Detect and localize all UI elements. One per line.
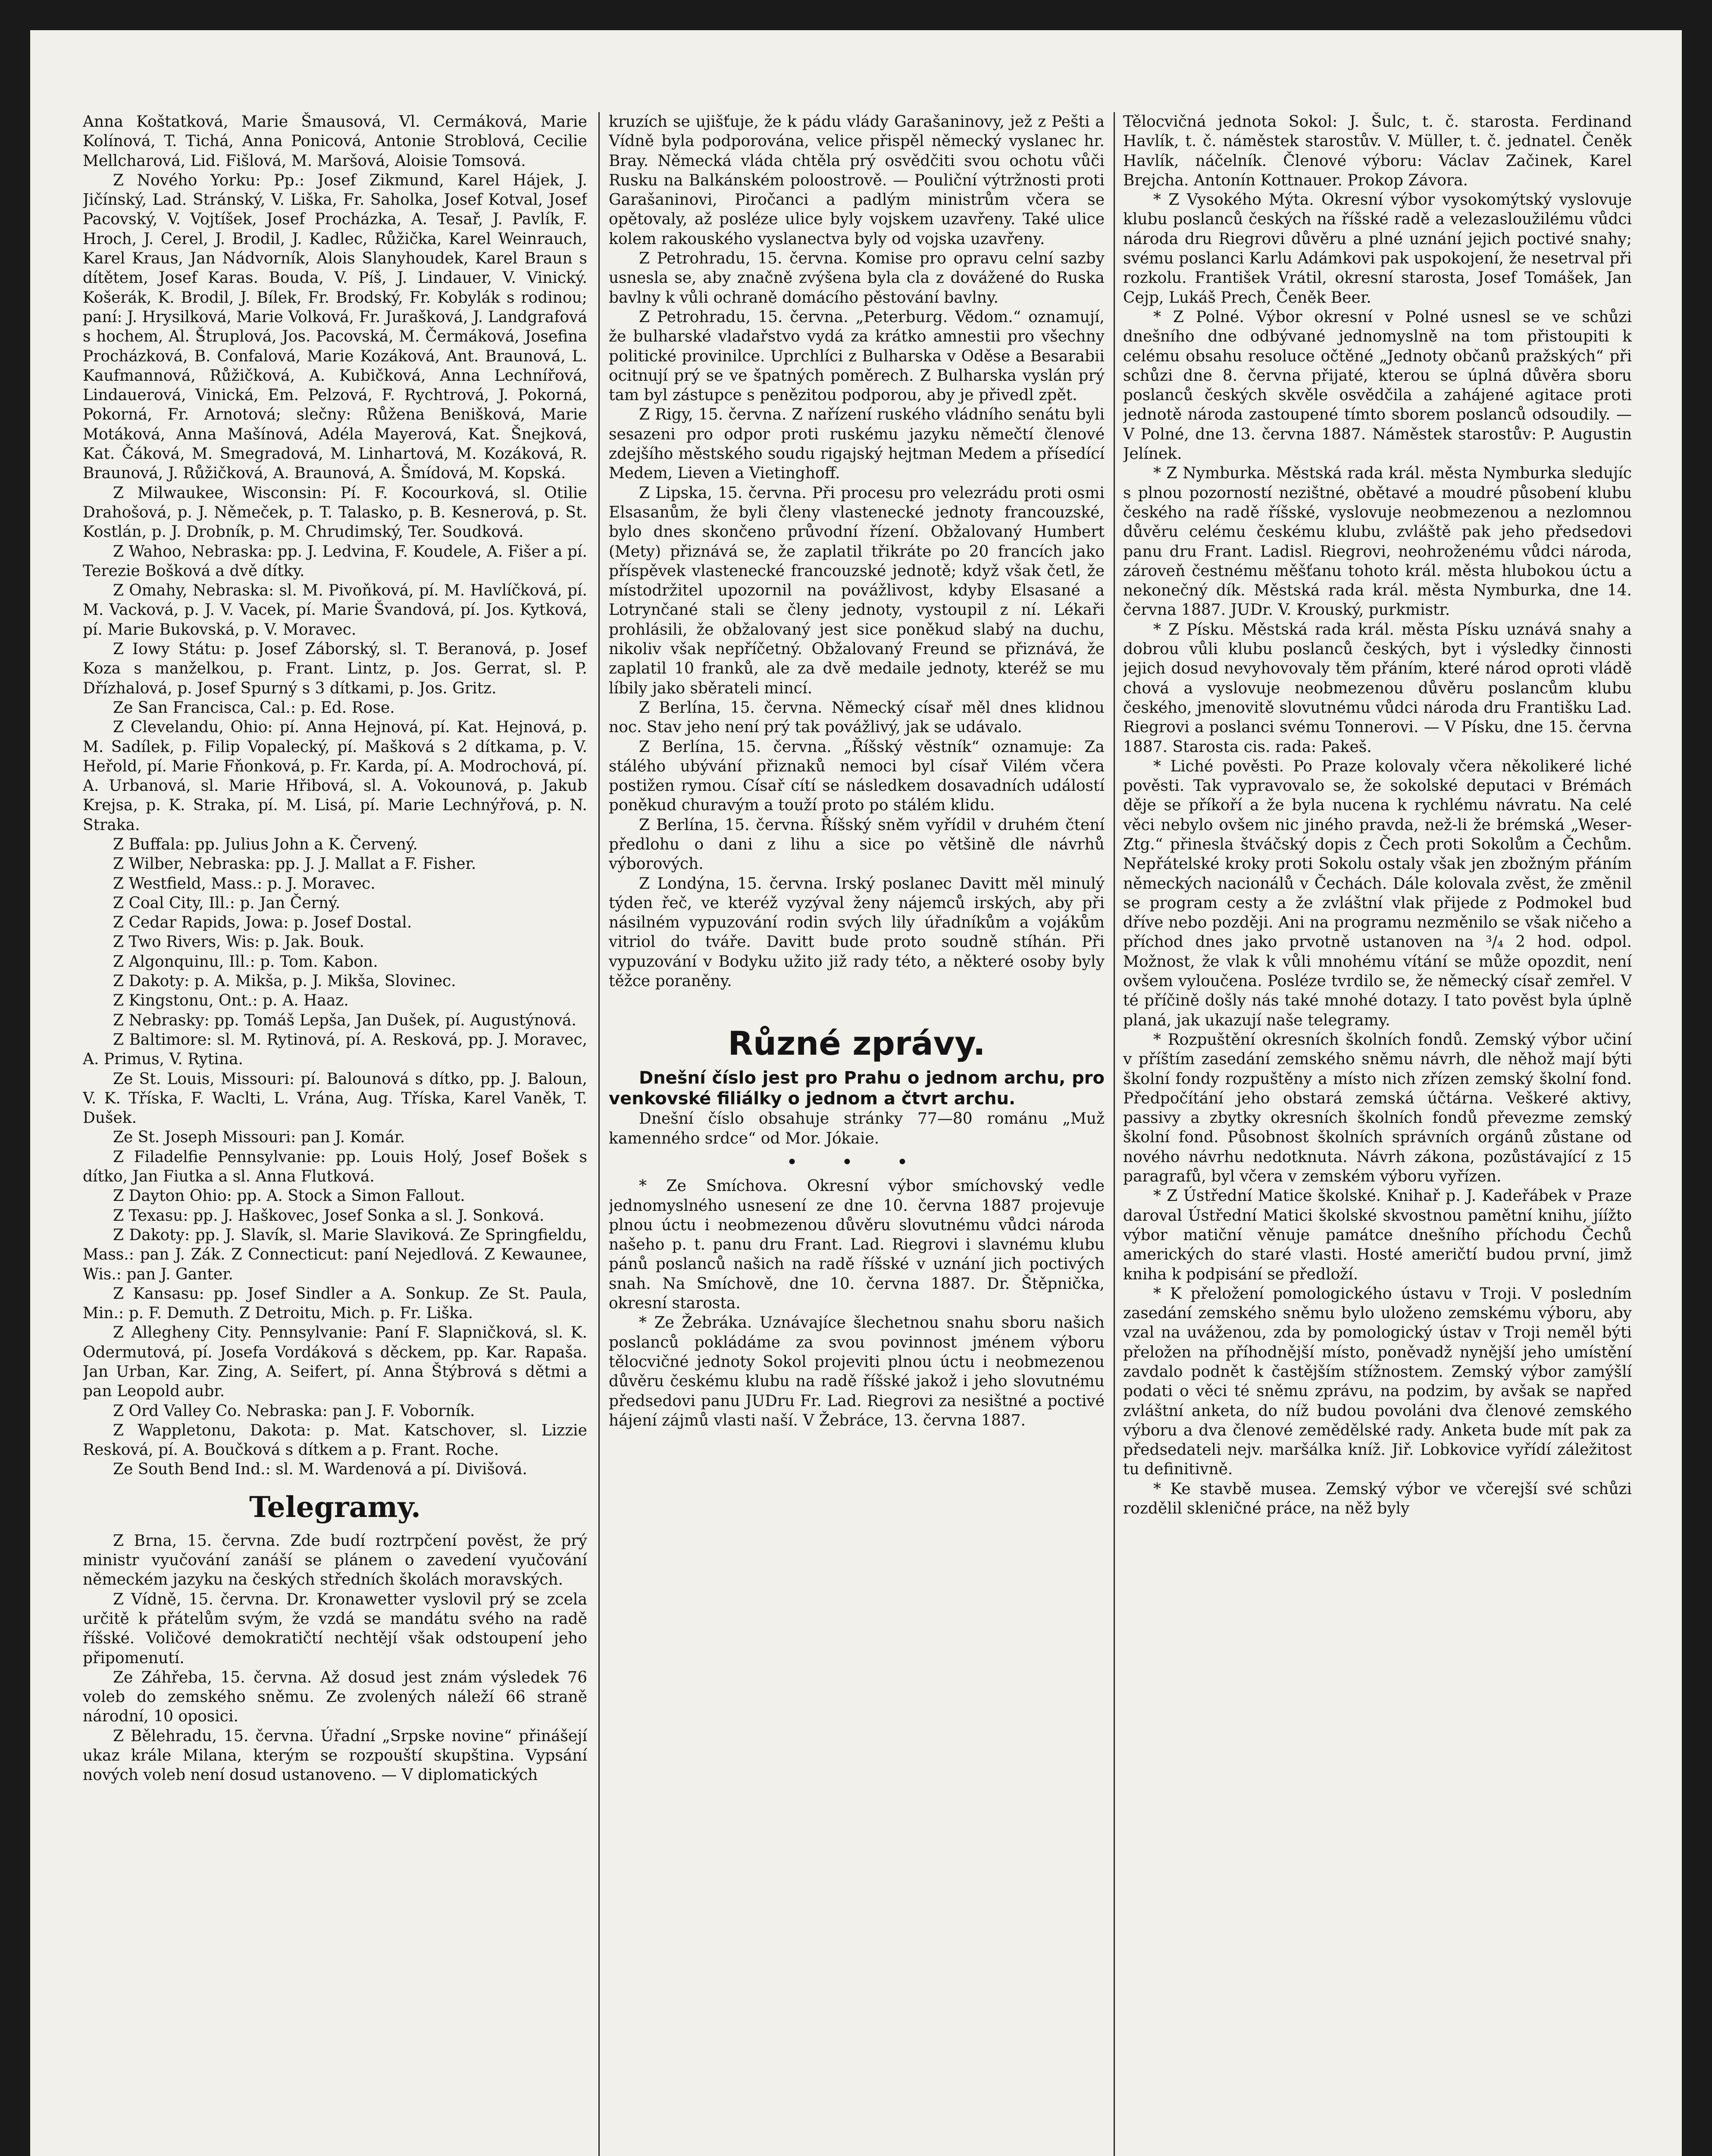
section-heading-telegrams: Telegramy. (249, 1490, 421, 1524)
arrivals-list: Z Coal City, Ill.: p. Jan Černý. (113, 894, 341, 912)
news-item: * Ke stavbě musea. Zemský výbor ve včerejší své schůzi rozdělil skleničné práce, na něž byly (1123, 1480, 1632, 1518)
column-1 (83, 112, 587, 2156)
arrivals-list: Anna Koštatková, Marie Šmausová, Vl. Cermáková, Marie Kolínová, T. Tichá, Anna Ponicová, Antonie Stroblová, Cecilie Mellcharová, Lid. Fišlová, M. Maršová, Aloisie Tomsová. (83, 113, 587, 170)
telegram-item: Z Lipska, 15. června. Při procesu pro velezrádu proti osmi Elsasanům, že byli členy vlastenecké jednoty francouzské, bylo dnes skončeno průvodní řízení. Obžalovaný Humbert (Mety) přiznává se, že zaplatil třikráte po 20 francích jako příspěvek vlastenecké francouzské jednotě; když však četl, že místodržitel upozornil na povážlivost, kdyby Elsasané a Lotrynčané stali se členy jednoty, vystoupil z ní. Lékaři prohlásili, že obžalovaný jest sice poněkud slabý na duchu, nikoliv však nepříčetný. Obžalovaný Freund se přiznává, že zaplatil 10 franků, ale za dvě medaile jednoty, kteréž se mu líbily jako sběrateli mincí. (609, 484, 1105, 697)
news-item: * Liché pověsti. Po Praze kolovaly včera několikeré liché pověsti. Tak vypravovalo se, že sokolské deputaci v Brémách děje se příkoří a že byla nucena k rychlému návratu. Na celé věci nebylo ovšem nic jiného pravda, než-li že brémská „Weser-Ztg.“ přinesla štváčský dopis z Čech proti Sokolům a Čechům. Nepřátelské kroky proti Sokolu ostaly však jen zbožným přáním německých nacionálů v Čechách. Dále kolovala zvěst, že změnil se program cesty a že zvláštní vlak přijede z Podmokel bud dříve nebo později. Ani na programu nezměnilo se však ničeho a příchod dnes jako prvotně ustanoven na ³/₄ 2 hod. odpol. Možnost, že vlak k vůli mnohému vítání se může opozdit, není ovšem vyloučena. Posléze tvrdilo se, že německý císař zemřel. V té příčině došly nás také mnohé dotazy. I tato pověst byla úplně planá, jak ukazují naše telegramy. (1123, 757, 1632, 1029)
newspaper-page (30, 30, 1682, 2156)
arrivals-list: Ze St. Joseph Missouri: pan J. Komár. (113, 1128, 405, 1147)
arrivals-list: Z Cedar Rapids, Jowa: p. Josef Dostal. (113, 914, 412, 932)
issue-note: Dnešní číslo jest pro Prahu o jednom archu, pro venkovské filiálky o jednom a čtvrt archu. (609, 1068, 1105, 1109)
arrivals-list: Z Nebrasky: pp. Tomáš Lepša, Jan Dušek, pí. Augustýnová. (113, 1011, 576, 1029)
arrivals-list: Z Wahoo, Nebraska: pp. J. Ledvina, F. Koudele, A. Fišer a pí. Terezie Bošková a dvě dítky. (83, 542, 587, 580)
arrivals-list: Z Milwaukee, Wisconsin: Pí. F. Kocourková, sl. Otilie Drahošová, p. J. Němeček, p. T. Talasko, p. B. Kesnerová, p. St. Kostlán, p. J. Drobník, p. M. Chrudimský, Ter. Soudková. (83, 484, 587, 541)
news-item: * Ze Žebráka. Uznávajíce šlechetnou snahu sboru našich poslanců pokládáme za svou povinnost jménem výboru tělocvičné jednoty Sokol projeviti plnou úctu i neobmezenou důvěru českému klubu na radě říšské jakož i jeho slovutnému předsedovi panu JUDru Fr. Lad. Riegrovi za nesištné a poctivé hájení zájmů vlasti naší. V Žebráce, 13. června 1887. (609, 1314, 1105, 1429)
section-heading-various-news: Různé zprávy. (728, 1024, 986, 1063)
arrivals-list: Z Iowy Státu: p. Josef Záborský, sl. T. Beranová, p. Josef Koza s manželkou, p. Frant. Lintz, p. Jos. Gerrat, sl. P. Dřízhalová, p. Josef Spurný s 3 dítkami, p. Jos. Gritz. (83, 640, 587, 697)
arrivals-list: Z Dayton Ohio: pp. A. Stock a Simon Fallout. (113, 1187, 465, 1205)
telegram-item: Z Berlína, 15. června. „Říšský věstník“ oznamuje: Za stálého ubývání přiznaků nemoci byl císař Vilém včera postižen rymou. Císař cítí se následkem dosavadních událostí poněkud churavým a touží proto po stálém klidu. (609, 738, 1105, 815)
telegram-item: Z Brna, 15. června. Zde budí roztrpčení pověst, že prý ministr vyučování zanáší se plánem o zavedení vyučování německém jazyku na českých středních školách moravských. (83, 1532, 587, 1589)
arrivals-list: Z Algonquinu, Ill.: p. Tom. Kabon. (113, 953, 378, 971)
separator-dots: • • • (786, 1151, 927, 1173)
arrivals-list: Ze South Bend Ind.: sl. M. Wardenová a pí. Divišová. (113, 1460, 527, 1479)
column-3 (1123, 112, 1632, 2156)
telegram-item: Z Vídně, 15. června. Dr. Kronawetter vyslovil prý se zcela určitě k přátelům svým, že vzdá se mandátu svého na radě říšské. Voličové demokratičtí nechtějí však odstoupení jeho připomenutí. (83, 1590, 587, 1667)
arrivals-list: Z Dakoty: p. A. Mikša, p. J. Mikša, Slovinec. (113, 972, 456, 990)
arrivals-list: Z Dakoty: pp. J. Slavík, sl. Marie Slaviková. Ze Springfieldu, Mass.: pan J. Zák. Z Connecticut: paní Nejedlová. Z Kewaunee, Wis.: pan J. Ganter. (83, 1226, 587, 1283)
arrivals-list: Z Wilber, Nebraska: pp. J. J. Mallat a F. Fisher. (113, 855, 476, 873)
arrivals-list: Z Clevelandu, Ohio: pí. Anna Hejnová, pí. Kat. Hejnová, p. M. Sadílek, p. Filip Vopalecký, pí. Mašková s 2 dítkama, p. V. Heřold, pí. Marie Fňonková, p. Fr. Karda, pí. A. Modrochová, pí. A. Urbanová, sl. Marie Hřibová, sl. A. Vokounová, p. Jakub Krejsa, p. K. Straka, pí. M. Lisá, pí. Marie Lechnýřová, p. N. Straka. (83, 718, 587, 834)
telegram-item: Z Bělehradu, 15. června. Úřadní „Srpske novine“ přinášejí ukaz krále Milana, kterým se rozpouští skupština. Vypsání nových voleb není dosud ustanoveno. — V diplomatických (83, 1727, 587, 1784)
arrivals-list: Z Two Rivers, Wis: p. Jak. Bouk. (113, 933, 364, 951)
arrivals-list: Ze St. Louis, Missouri: pí. Balounová s dítko, pp. J. Baloun, V. K. Tříska, F. Waclti, L. Vrána, Aug. Tříska, Karel Vaněk, T. Dušek. (83, 1070, 587, 1127)
news-item: * Z Polné. Výbor okresní v Polné usnesl se ve schůzi dnešního dne odbývané jednomyslně na tom přistoupiti k celému obsahu resoluce očtěné „Jednoty občanů pražských“ při schůzi dne 8. června přijaté, kterou se úplná důvěra sboru poslanců českých skvěle osvědčila a zahájené agitace proti jednotě národa zastoupené tímto sborem poslanců odsoudily. — V Polné, dne 13. června 1887. Náměstek starostův: P. Augustin Jelínek. (1123, 308, 1632, 463)
arrivals-list: Z Baltimore: sl. M. Rytinová, pí. A. Resková, pp. J. Moravec, A. Primus, V. Rytina. (83, 1031, 587, 1069)
column-2 (609, 112, 1105, 2156)
arrivals-list: Z Ord Valley Co. Nebraska: pan J. F. Voborník. (113, 1402, 475, 1420)
telegram-item: Z Londýna, 15. června. Irský poslanec Davitt měl minulý týden řeč, ve kteréž vyzýval ženy nájemců irských, aby při násilném vypuzování rodin svých lily úřadníkům a vojákům vitriol do tváře. Davitt bude proto soudně stíhán. Při vypuzování v Bodyku užito již rady této, a některé osoby byly těžce poraněny. (609, 874, 1105, 990)
telegram-item: Z Rigy, 15. června. Z nařízení ruského vládního senátu byli sesazeni pro odpor proti ruskému jazyku němečtí členové zdejšího městského soudu rigajský hejtman Medem a přísedící Medem, Lieven a Vietinghoff. (609, 406, 1105, 483)
column-divider (598, 112, 600, 2156)
news-item: * Z Nymburka. Městská rada král. města Nymburka sledujíc s plnou pozorností nezištné, obětavé a moudré působení klubu českého na radě říšské, vyslovuje neobmezenou a nezlomnou důvěru celému českému klubu, zvláště pak jeho předsedovi panu dru Frant. Ladisl. Riegrovi, neohroženému vůdci národa, zároveň čestnému měšťanu tohoto král. města hlubokou úctu a nekonečný dík. Městská rada král. města Nymburka, dne 14. června 1887. JUDr. V. Krouský, purkmistr. (1123, 464, 1632, 619)
news-item: * Z Písku. Městská rada král. města Písku uznává snahy a dobrou vůli klubu poslanců českých, byt i výsledky činnosti jejich dosud nevyhovovaly těm přáním, které národ oproti vládě chová a vyslovuje neobmezenou důvěru poslancům klubu českého, jmenovitě slovutnému vůdci národa dru Františku Lad. Riegrovi a poslanci svému Tonnerovi. — V Písku, dne 15. června 1887. Starosta cis. rada: Pakeš. (1123, 620, 1632, 756)
arrivals-list: Z Wappletonu, Dakota: p. Mat. Katschover, sl. Lizzie Resková, pí. A. Boučková s dítkem a p. Frant. Roche. (83, 1421, 587, 1459)
telegram-item: Ze Záhřeba, 15. června. Až dosud jest znám výsledek 76 voleb do zemského sněmu. Ze zvolených náleží 66 straně národní, 10 oposici. (83, 1668, 587, 1726)
arrivals-list: Z Kingstonu, Ont.: p. A. Haaz. (113, 992, 349, 1010)
news-item: * Z Vysokého Mýta. Okresní výbor vysokomýtský vyslovuje klubu poslanců českých na říšské radě a velezasloužilému vůdci národa dru Riegrovi důvěru a plné uznání jejich poctivé snahy; svému poslanci Karlu Adámkovi pak uspokojení, že nesetrval při rozkolu. František Vrátil, okresní starosta, Josef Tomášek, Jan Cejp, Lukáš Prech, Čeněk Beer. (1123, 191, 1632, 307)
telegram-item: kruzích se ujišťuje, že k pádu vlády Garašaninovy, jež z Pešti a Vídně byla podporována, velice přispěl německý vyslanec hr. Bray. Německá vláda chtěla prý osvědčiti svou ochotu vůči Rusku na Balkánském poloostrově. — Pouliční výtržnosti proti Garašaninovi, Piročanci a padlým ministrům včera se opětovaly, až posléze ulice byly vojskem uzavřeny. Také ulice kolem rakouského vyslanectva byly od vojska uzavřeny. (609, 113, 1105, 248)
arrivals-list: Z Kansasu: pp. Josef Sindler a A. Sonkup. Ze St. Paula, Min.: p. F. Demuth. Z Detroitu, Mich. p. Fr. Liška. (83, 1285, 587, 1322)
telegram-item: Z Petrohradu, 15. června. Komise pro opravu celní sazby usnesla se, aby značně zvýšena byla cla z dovážené do Ruska bavlny k vůli ochraně domácího pěstování bavlny. (609, 250, 1105, 307)
arrivals-list: Z Texasu: pp. J. Haškovec, Josef Sonka a sl. J. Sonková. (113, 1206, 545, 1225)
telegram-item: Z Berlína, 15. června. Říšský sněm vyřídil v druhém čtení předlohu o dani z lihu a sice po většině dle návrhů výborových. (609, 816, 1105, 873)
news-item: Tělocvičná jednota Sokol: J. Šulc, t. č. starosta. Ferdinand Havlík, t. č. náměstek starostův. V. Müller, t. č. jednatel. Čeněk Havlík, náčelník. Členové výboru: Václav Začinek, Karel Brejcha. Antonín Kottnauer. Prokop Závora. (1123, 113, 1632, 189)
news-item: * Rozpuštění okresních školních fondů. Zemský výbor učiní v příštím zasedání zemského sněmu návrh, dle něhož mají býti školní fondy rozpuštěny a místo nich zřízen zemský školní fond. Předpočítání jeho obstará zemská účtárna. Veškeré aktivy, passivy a zbytky okresních školních fondů převezme zemský školní fond. Působnost školních správních orgánů zůstane od nového návrhu nedotknuta. Návrh zákona, pozůstávající z 15 paragrafů, byl včera v zemském výboru vyřízen. (1123, 1031, 1632, 1186)
arrivals-list: Z Filadelfie Pennsylvanie: pp. Louis Holý, Josef Bošek s dítko, Jan Fiutka a sl. Anna Flutková. (83, 1148, 587, 1186)
news-item: * Z Ústřední Matice školské. Knihař p. J. Kadeřábek v Praze daroval Ústřední Matici školské skvostnou pamětní knihu, jíížto výbor matiční věnuje památce dnešního příchodu Čechů amerických do staré vlasti. Hosté američtí budou první, jimž kniha k podpisání se předloží. (1123, 1187, 1632, 1283)
news-item: * Ze Smíchova. Okresní výbor smíchovský vedle jednomyslného usnesení ze dne 10. června 1887 projevuje plnou úctu i neobmezenou důvěru slovutnému vůdci národa našeho p. t. panu dru Frant. Lad. Riegrovi i slavnému klubu pánů poslanců našich na radě říšské v uznání jich poctivých snah. Na Smíchově, dne 10. června 1887. Dr. Štěpnička, okresní starosta. (609, 1177, 1105, 1313)
telegram-item: Z Petrohradu, 15. června. „Peterburg. Vědom.“ oznamují, že bulharské vladařstvo vydá za krátko amnestii pro všechny politické provinilce. Uprchlíci z Bulharska v Oděse a Besarabii ocitnují prý se ve špatných poměrech. Z Bulharska vyslán prý tam byl zástupce s penězitou podporou, aby je přivedl zpět. (609, 308, 1105, 404)
arrivals-list: Z Omahy, Nebraska: sl. M. Pivoňková, pí. M. Havlíčková, pí. M. Vacková, p. J. V. Vacek, pí. Marie Švandová, pí. Jos. Kytková, pí. Marie Bukovská, p. V. Moravec. (83, 582, 587, 639)
news-item: Dnešní číslo obsahuje stránky 77—80 románu „Muž kamenného srdce“ od Mor. Jókaie. (609, 1110, 1105, 1147)
arrivals-list: Z Westfield, Mass.: p. J. Moravec. (113, 874, 376, 893)
arrivals-list: Z Nového Yorku: Pp.: Josef Zikmund, Karel Hájek, J. Jičínský, Lad. Stránský, V. Liška, Fr. Saholka, Josef Kotval, Josef Pacovský, V. Vojtíšek, Josef Procházka, A. Tesař, J. Pavlík, F. Hroch, J. Cerel, J. Brodil, J. Kadlec, Růžička, Karel Weinrauch, Karel Kraus, Jan Nádvorník, Alois Slanyhoudek, Karel Braun s dítětem, Josef Karas. Bouda, V. Píš, J. Lindauer, V. Vinický. Košerák, K. Brodil, J. Bílek, Fr. Brodský, Fr. Kobylák s rodinou; paní: J. Hrysilková, Marie Volková, Fr. Jurašková, J. Landgrafová s hochem, Al. Štruplová, Jos. Pacovská, M. Čermáková, Josefina Procházková, B. Confalová, Marie Kozáková, Ant. Braunová, L. Kaufmannová, Růžičková, A. Kubičková, Anna Lechnířová, Lindauerová, Vinická, Em. Pelzová, F. Rychtrová, J. Pokorná, Pokorná, Fr. Arnotová; slečny: Růžena Benišková, Marie Motáková, Anna Mašínová, Adéla Mayerová, Kat. Šnejková, Kat. Čáková, M. Smegradová, M. Linhartová, M. Kozáková, R. Braunová, J. Růžičková, A. Braunová, A. Šmídová, M. Kopská. (83, 171, 587, 483)
arrivals-list: Z Buffala: pp. Julius John a K. Červený. (113, 835, 418, 853)
news-item: * K přeložení pomologického ústavu v Troji. V posledním zasedání zemského sněmu bylo uloženo zemskému výboru, aby vzal na uváženou, zda by pomologický ústav v Troji neměl býti přeložen na příhodnější místo, poněvadž nynější jeho umístění zavdalo podnět k častějším stížnostem. Zemský výbor zamýšlí podati o věci té sněmu zprávu, na podzim, by avšak se napřed zvláštní anketa, do níž budou povoláni dva členové zemského výboru a dva členové zemědělské rady. Anketa bude mít pak za předsedateli nejv. maršálka kníž. Jiř. Lobkovice vyřídí záležitost tu definitivně. (1123, 1285, 1632, 1479)
column-divider (1114, 112, 1115, 2156)
telegram-item: Z Berlína, 15. června. Německý císař měl dnes klidnou noc. Stav jeho není prý tak povážlivý, jak se udávalo. (609, 699, 1105, 736)
arrivals-list: Z Allegheny City. Pennsylvanie: Paní F. Slapničková, sl. K. Odermutová, pí. Josefa Vordáková s děckem, pp. Kar. Rapaša. Jan Urban, Kar. Zing, A. Seifert, pí. Anna Štýbrová s dětmi a pan Leopold aubr. (83, 1324, 587, 1401)
arrivals-list: Ze San Francisca, Cal.: p. Ed. Rose. (113, 699, 395, 717)
